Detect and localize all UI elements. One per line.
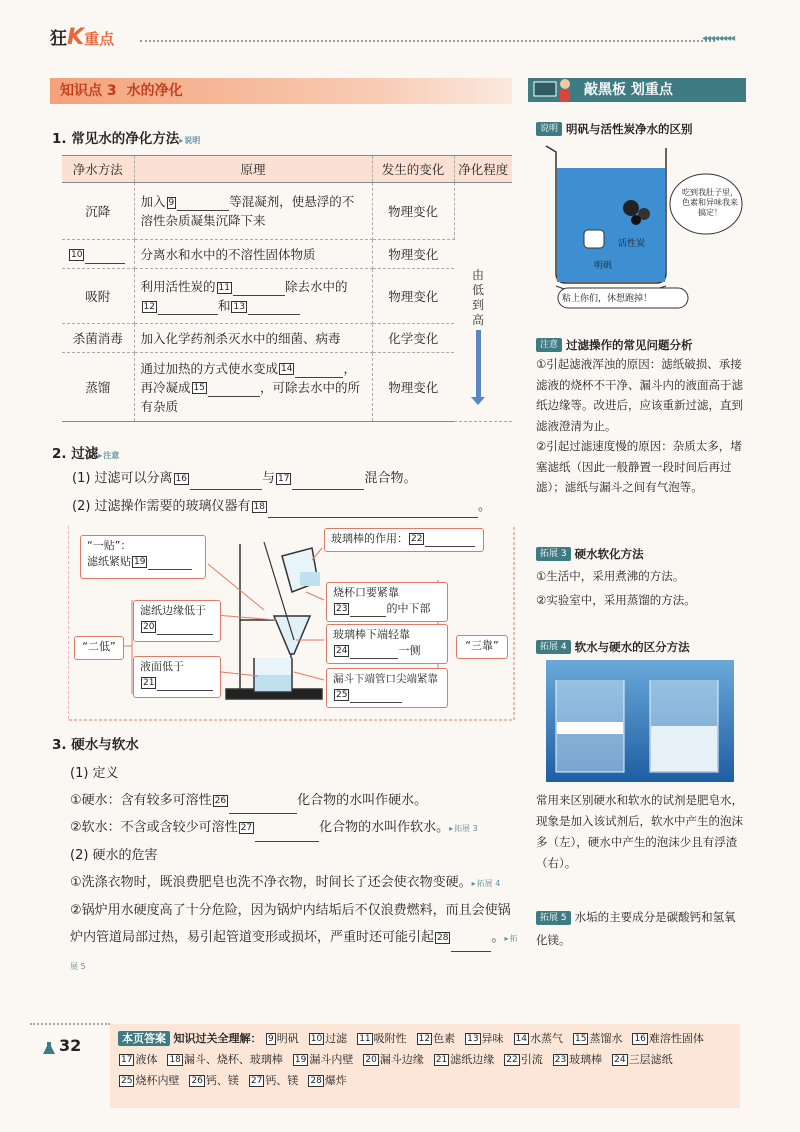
blank-number: 27 [240, 822, 253, 833]
text: 利用活性炭的 [140, 279, 216, 294]
text: 滤纸边缘低于 [140, 604, 206, 617]
blank-number: 10 [71, 250, 83, 260]
answer-text: 玻璃棒 [569, 1053, 603, 1066]
answer-key-lead: 知识过关全理解： [173, 1032, 262, 1045]
change-cell: 物理变化 [372, 183, 454, 240]
table-row [62, 269, 512, 324]
answer-item [118, 1049, 157, 1070]
answer-number: 9 [268, 1034, 274, 1044]
blank-number: 28 [437, 932, 449, 943]
s1-title-text: 1. 常见水的净化方法 [52, 131, 180, 147]
text: 通过加热的方式使水变成 [140, 360, 279, 376]
note-2-body [536, 354, 746, 498]
section-label: 知识点 3 [60, 83, 117, 99]
cup-caption: 粘上你们，休想跑掉！ [562, 294, 653, 304]
answer-blank[interactable] [295, 362, 343, 378]
note-1-title: 明矾与活性炭净水的区别 [566, 122, 693, 136]
principle-cell: 加入化学药剂杀灭水中的细菌、病毒 [134, 324, 372, 353]
answer-blank[interactable] [148, 558, 192, 570]
answer-item [433, 1049, 494, 1070]
answer-blank[interactable] [255, 826, 319, 842]
hard-water-def [70, 787, 518, 814]
blank-number: 23 [336, 604, 348, 614]
text: ①生活中，采用煮沸的方法。 [536, 569, 685, 583]
answer-number: 11 [359, 1034, 371, 1044]
text: 。 [478, 499, 492, 514]
text: 加入 [140, 194, 166, 209]
speech-bubble: 吃到我肚子里，色素和异味我来搞定！ [682, 188, 738, 217]
ext-3-header [536, 543, 746, 562]
note-2-tag: 注意 [536, 338, 562, 352]
brand-k: K [67, 25, 85, 50]
answer-blank[interactable] [292, 474, 364, 490]
text: 。 [491, 930, 505, 945]
text: (1) 过滤可以分离 [72, 471, 173, 486]
blank-number: 22 [411, 534, 423, 544]
low-box-2 [133, 656, 221, 698]
text: ，可除去水中的所有杂质 [140, 379, 360, 414]
answer-blank[interactable] [177, 195, 229, 211]
text: 滤纸紧贴 [87, 555, 131, 568]
note-2-p2: ②引起过滤速度慢的原因：杂质太多，堵塞滤纸（因此一般静置一段时间后再过滤）；滤纸与漏斗之间有气泡等。 [536, 439, 742, 494]
ext-4-header [536, 636, 746, 655]
answer-text: 过滤 [325, 1032, 348, 1045]
answer-text: 钙、镁 [265, 1074, 299, 1087]
blank-number: 20 [143, 622, 155, 632]
answer-number: 12 [418, 1034, 431, 1044]
answer-item [416, 1028, 455, 1049]
text: 玻璃棒下端轻靠 [333, 628, 410, 641]
answer-number: 24 [614, 1055, 626, 1065]
blank-number: 15 [193, 383, 205, 393]
blank-number: 26 [214, 795, 227, 806]
answer-text: 钙、镁 [205, 1074, 239, 1087]
answer-key-label: 本页答案 [118, 1031, 170, 1046]
answer-text: 漏斗边缘 [379, 1053, 424, 1066]
header-arrows-icon: ◂◂◂◂◂◂◂◂ [702, 33, 735, 44]
page-number [42, 1036, 81, 1055]
answer-blank[interactable] [451, 936, 491, 952]
method-cell: 吸附 [62, 269, 134, 324]
answer-blank[interactable] [190, 474, 262, 490]
s2-title-text: 2. 过滤 [52, 446, 99, 462]
text: ，再冷凝成 [140, 360, 356, 395]
principle-cell [134, 269, 372, 324]
answer-number: 23 [554, 1055, 567, 1065]
answer-item [611, 1049, 672, 1070]
text: (1) 定义 [70, 766, 119, 781]
answer-item [308, 1028, 347, 1049]
text: 和 [217, 298, 231, 313]
blank-number: 11 [218, 282, 230, 293]
answer-item [118, 1070, 179, 1091]
ext-3-title: 硬水软化方法 [574, 547, 644, 561]
principle-cell [134, 353, 372, 422]
brand-text: 狂 [50, 29, 67, 49]
sidebar-banner-text: 敲黑板 划重点 [584, 82, 673, 98]
answer-number: 10 [310, 1034, 323, 1044]
text: 的中下部 [386, 602, 431, 615]
answer-blank[interactable] [425, 535, 475, 547]
note-1-header [536, 118, 746, 137]
blank-number: 12 [143, 301, 155, 312]
answer-item [356, 1028, 406, 1049]
harm-2 [70, 897, 518, 980]
answer-number: 13 [467, 1034, 479, 1044]
ext-5-tag: 拓展 5 [536, 911, 571, 925]
kao-box-1 [326, 582, 448, 622]
change-cell: 物理变化 [372, 353, 454, 422]
text: 化合物的水叫作软水。 [319, 820, 450, 835]
low-box-1 [133, 600, 221, 642]
kao-title-box: “三靠” [456, 635, 508, 659]
text: (2) 硬水的危害 [70, 848, 158, 863]
answer-number: 16 [634, 1034, 646, 1044]
ext3-tag: ▸ 拓展 3 [449, 824, 478, 833]
table-row [62, 183, 512, 240]
answer-number: 14 [515, 1034, 527, 1044]
answer-blank[interactable] [157, 623, 213, 635]
answer-blank[interactable] [350, 647, 398, 659]
text: 除去水中的 [284, 279, 348, 294]
s3-body [70, 760, 518, 980]
col-principle: 原理 [134, 156, 372, 183]
brand-suffix: 重点 [84, 30, 115, 48]
answer-number: 15 [575, 1034, 587, 1044]
answer-item [248, 1070, 298, 1091]
header-divider [140, 40, 715, 42]
answer-text: 水蒸气 [530, 1032, 563, 1045]
rod-box [324, 528, 484, 552]
answer-number: 21 [435, 1055, 448, 1065]
note-2-header [536, 334, 746, 353]
answer-item [188, 1070, 238, 1091]
blank-number: 19 [134, 557, 146, 567]
answer-text: 爆炸 [324, 1074, 347, 1087]
text: 烧杯口要紧靠 [333, 586, 399, 599]
method-cell [62, 240, 134, 269]
beaker-photo [546, 660, 734, 782]
answer-text: 明矾 [276, 1032, 299, 1045]
table-header-row [62, 156, 512, 183]
answer-number: 28 [310, 1076, 322, 1086]
text: (2) 过滤操作需要的玻璃仪器有 [72, 499, 251, 514]
answer-item [307, 1070, 346, 1091]
ext-4-title: 软水与硬水的区分方法 [574, 640, 690, 654]
answer-item [631, 1028, 703, 1049]
method-cell: 沉降 [62, 183, 134, 240]
answer-blank[interactable] [233, 280, 285, 296]
answer-text: 蒸馏水 [589, 1032, 623, 1045]
answer-text: 难溶性固体 [648, 1032, 704, 1045]
text: 化合物的水叫作硬水。 [297, 793, 428, 808]
blank-number: 21 [143, 678, 155, 688]
blank-number: 24 [336, 646, 348, 656]
down-arrow-icon [476, 330, 481, 398]
table-row [62, 353, 512, 422]
answer-blank[interactable] [208, 381, 260, 397]
carbon-label: 活性炭 [618, 239, 646, 249]
answer-number: 27 [250, 1076, 263, 1086]
answer-blank[interactable] [248, 299, 300, 315]
answer-item [166, 1049, 282, 1070]
answer-item [362, 1049, 423, 1070]
blank-number: 16 [175, 473, 188, 484]
s2-line-1 [72, 468, 417, 490]
text: 与 [262, 471, 276, 486]
kao-box-2 [326, 624, 448, 664]
change-cell: 物理变化 [372, 269, 454, 324]
ext-5 [536, 906, 746, 952]
ext-4-tag: 拓展 4 [536, 640, 571, 654]
degree-indicator [458, 268, 498, 398]
answer-item [503, 1049, 542, 1070]
answer-text: 色素 [433, 1032, 456, 1045]
text: 等混凝剂，使悬浮的不溶性杂质凝集沉降下来 [140, 194, 355, 228]
text: ②软水：不含或含较少可溶性 [70, 820, 238, 835]
answer-blank[interactable] [229, 798, 297, 814]
ext5-tag: ▸ 拓展 5 [70, 934, 518, 971]
answer-blank[interactable] [350, 605, 386, 617]
sidebar-banner [528, 78, 746, 102]
note-2-title: 过滤操作的常见问题分析 [566, 338, 693, 352]
s1-title [52, 127, 200, 147]
text: 混合物。 [364, 471, 417, 486]
blank-number: 17 [278, 473, 290, 484]
answer-key [110, 1024, 740, 1108]
answer-text: 异味 [481, 1032, 504, 1045]
answer-item [464, 1028, 503, 1049]
tie-box [80, 535, 206, 579]
answer-item [572, 1028, 622, 1049]
answer-blank[interactable] [85, 248, 125, 264]
answer-number: 22 [506, 1055, 518, 1065]
col-degree: 净化程度 [454, 156, 512, 183]
harm-1 [70, 869, 518, 897]
blank-number: 18 [253, 501, 266, 512]
answer-blank[interactable] [268, 502, 478, 518]
text: ②实验室中，采用蒸馏的方法。 [536, 593, 696, 607]
answer-text: 吸附性 [373, 1032, 407, 1045]
col-change: 发生的变化 [372, 156, 454, 183]
flask-icon [42, 1040, 56, 1054]
answer-blank[interactable] [158, 299, 218, 315]
table-row [62, 324, 512, 353]
change-cell: 物理变化 [372, 240, 454, 269]
blank-number: 25 [336, 690, 348, 700]
tie-title: “一贴”： [87, 539, 132, 552]
answer-item [513, 1028, 563, 1049]
text: ①洗涤衣物时，既浪费肥皂也洗不净衣物，时间长了还会使衣物变硬。 [70, 875, 472, 890]
footer-divider [30, 1023, 110, 1025]
principle-cell: 分离水和水中的不溶性固体物质 [134, 240, 372, 269]
answer-text: 液体 [135, 1053, 158, 1066]
page-number-text: 32 [59, 1036, 82, 1055]
text: ②锅炉用水硬度高了十分危险，因为锅炉内结垢后不仅浪费燃料，而且会使锅炉内管道局部过热，易引起管道变形或损坏，严重时还可能引起 [70, 903, 511, 945]
section-title-text: 水的净化 [126, 83, 183, 99]
table-row [62, 240, 512, 269]
answer-item [292, 1049, 353, 1070]
col-method: 净水方法 [62, 156, 134, 183]
answer-number: 19 [294, 1055, 307, 1065]
purification-table [62, 155, 512, 422]
answer-text: 烧杯内壁 [135, 1074, 180, 1087]
text: 一侧 [398, 644, 421, 657]
alum-carbon-illustration [536, 138, 746, 313]
answer-text: 漏斗、烧杯、玻璃棒 [183, 1053, 283, 1066]
text: 液面低于 [140, 660, 184, 673]
answer-number: 18 [169, 1055, 181, 1065]
blank-number: 13 [233, 301, 245, 312]
blank-number: 14 [281, 364, 293, 374]
low-title-box: “二低” [74, 636, 124, 660]
answer-item [552, 1049, 602, 1070]
text: 漏斗下端管口尖端紧靠 [333, 673, 438, 685]
answer-text: 引流 [520, 1053, 543, 1066]
s3-title: 3. 硬水与软水 [52, 737, 139, 753]
ext-3-body [536, 564, 746, 612]
change-cell: 化学变化 [372, 324, 454, 353]
note-2-p1: ①引起滤液浑浊的原因：滤纸破损、承接滤液的烧杯不干净、漏斗内的液面高于滤纸边缘等。改进后，应该重新过滤，直到滤液澄清为止。 [536, 357, 743, 433]
text: 玻璃棒的作用： [331, 532, 408, 545]
s2-line-2 [72, 496, 491, 518]
teacher-icon [528, 78, 584, 102]
answer-text: 滤纸边缘 [450, 1053, 495, 1066]
ext-4-body: 常用来区别硬水和软水的试剂是肥皂水，现象是加入该试剂后，软水中产生的泡沫多（左），硬水中产生的泡沫少且有浮渣（右）。 [536, 793, 743, 870]
section-title [50, 78, 512, 104]
blank-number: 9 [168, 197, 175, 208]
brand-logo [50, 24, 114, 50]
method-cell: 杀菌消毒 [62, 324, 134, 353]
soft-water-def [70, 814, 518, 842]
answer-number: 17 [121, 1055, 133, 1065]
answer-number: 25 [121, 1076, 133, 1086]
s1-tag: ▸ 说明 [179, 136, 200, 145]
answer-number: 26 [191, 1076, 203, 1086]
ext-5-text: 水垢的主要成分是碳酸钙和氢氧化镁。 [536, 910, 736, 947]
answer-text: 三层滤纸 [628, 1053, 673, 1066]
principle-cell [134, 183, 372, 240]
alum-label: 明矾 [594, 261, 613, 271]
note-1-tag: 说明 [536, 122, 562, 136]
answer-number: 20 [365, 1055, 377, 1065]
s2-tag: ▸ 注意 [98, 451, 119, 460]
degree-text: 由低到高 [471, 268, 484, 327]
answer-text: 漏斗内壁 [309, 1053, 354, 1066]
ext-3-tag: 拓展 3 [536, 547, 571, 561]
method-cell: 蒸馏 [62, 353, 134, 422]
text: ①硬水：含有较多可溶性 [70, 793, 212, 808]
answer-blank[interactable] [157, 679, 213, 691]
answer-item [265, 1028, 299, 1049]
kao-box-3 [326, 668, 448, 708]
answer-blank[interactable] [350, 691, 402, 703]
ext4-tag: ▸ 拓展 4 [472, 879, 501, 888]
s2-title [52, 442, 119, 462]
